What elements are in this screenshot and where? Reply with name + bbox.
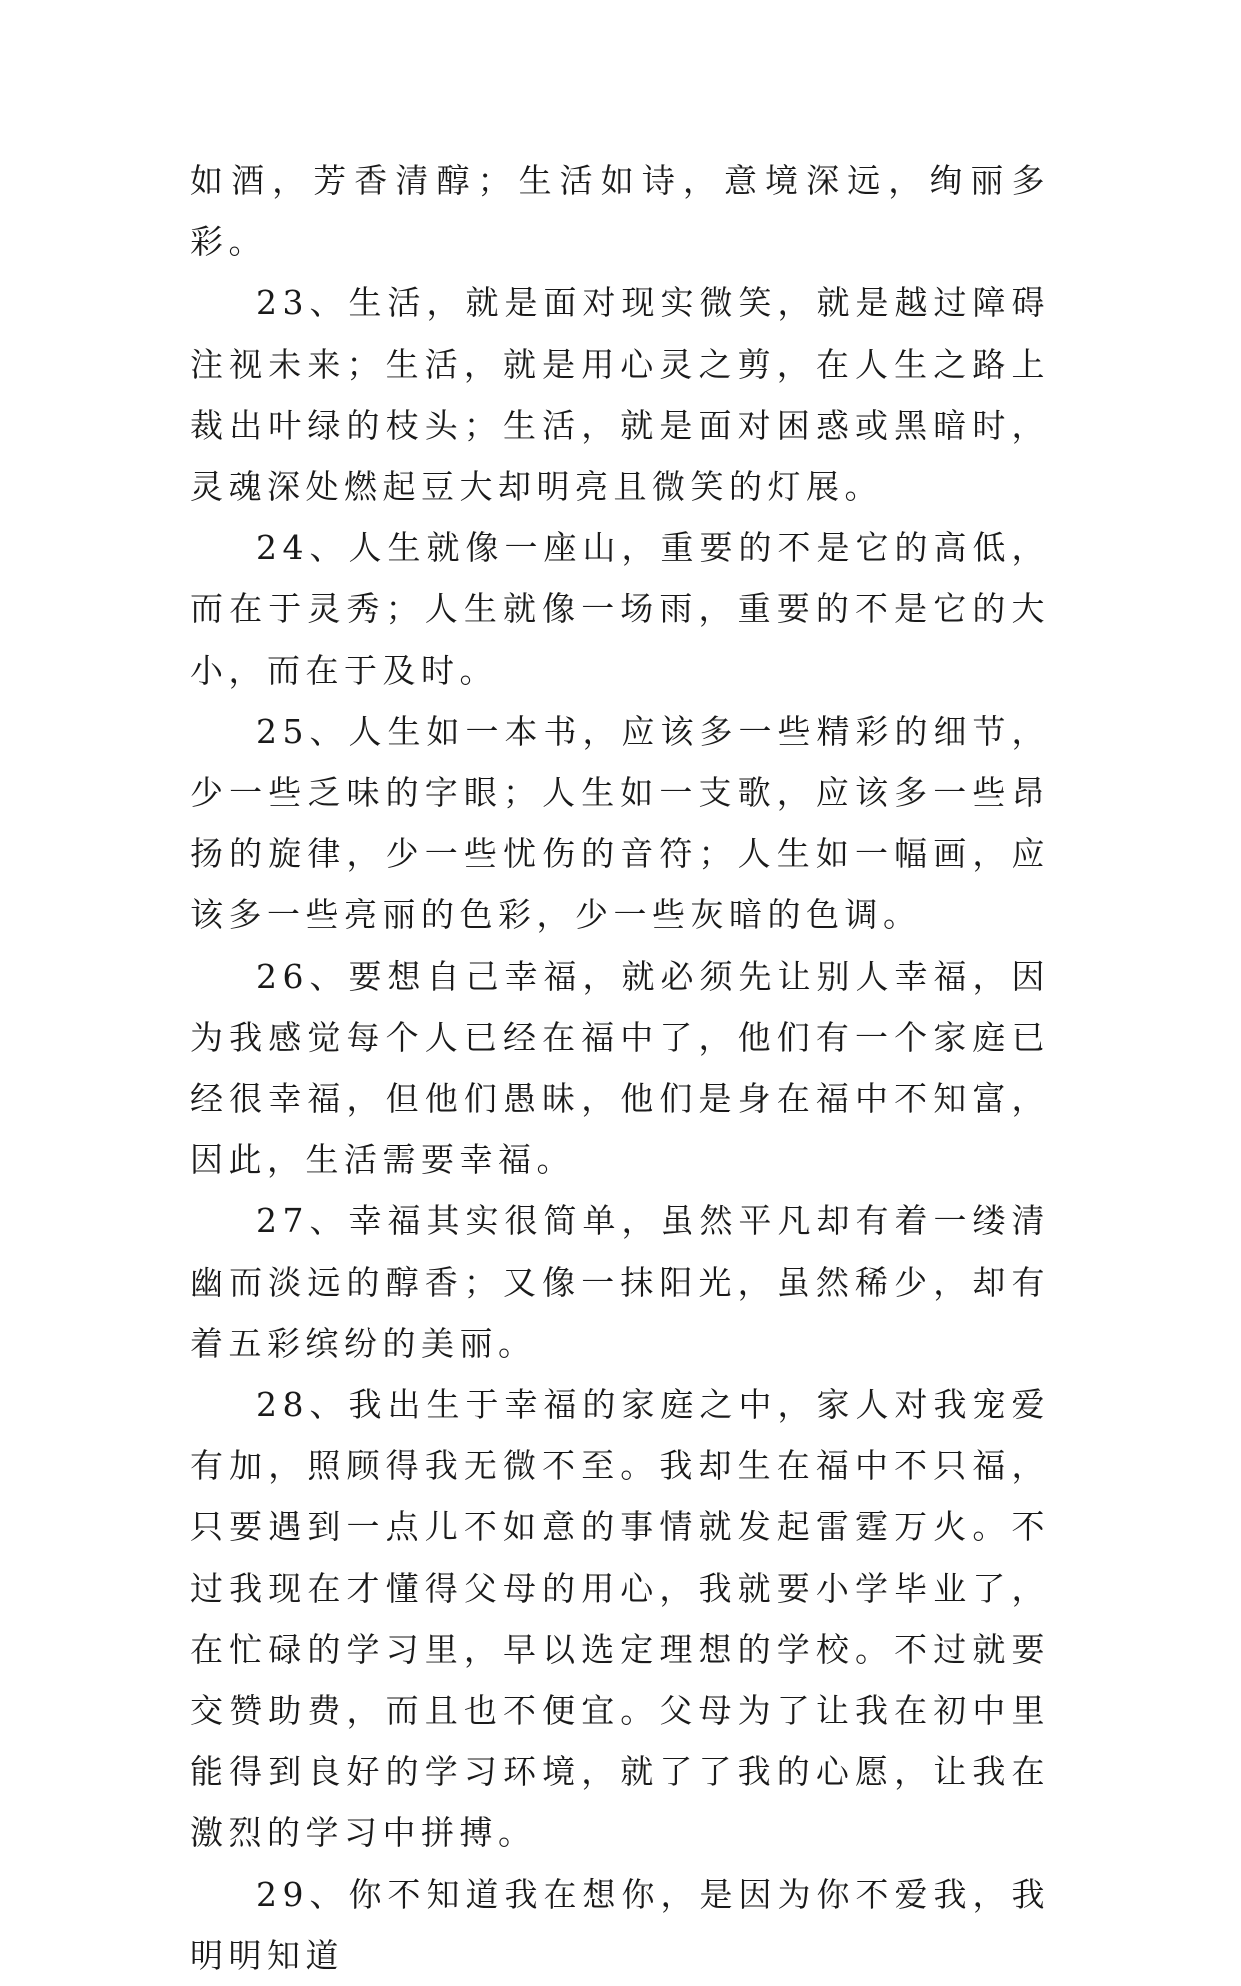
paragraph-29: 29、你不知道我在想你，是因为你不爱我，我明明知道 [190, 1874, 1050, 1975]
paragraph-23: 23、生活，就是面对现实微笑，就是越过障碍注视未来；生活，就是用心灵之剪，在人生之路上裁出叶绿的枝头；生活，就是面对困惑或黑暗时，灵魂深处燃起豆大却明亮且微笑的灯展。 [190, 283, 1050, 507]
paragraph-24: 24、人生就像一座山，重要的不是它的高低，而在于灵秀；人生就像一场雨，重要的不是它的大小，而在于及时。 [190, 528, 1050, 690]
paragraph-25: 25、人生如一本书，应该多一些精彩的细节，少一些乏味的字眼；人生如一支歌，应该多一些昂扬的旋律，少一些忧伤的音符；人生如一幅画，应该多一些亮丽的色彩，少一些灰暗的色调。 [190, 711, 1050, 935]
paragraph-26: 26、要想自己幸福，就必须先让别人幸福，因为我感觉每个人已经在福中了，他们有一个家庭已经很幸福，但他们愚昧，他们是身在福中不知富，因此，生活需要幸福。 [190, 956, 1050, 1180]
paragraph-28: 28、我出生于幸福的家庭之中，家人对我宠爱有加，照顾得我无微不至。我却生在福中不只福，只要遇到一点儿不如意的事情就发起雷霆万火。不过我现在才懂得父母的用心，我就要小学毕业了，在忙碌的学习里，早以选定理想的学校。不过就要交赞助费，而且也不便宜。父母为了让我在初中里能得到良好的学习环境，就了了我的心愿，让我在激烈的学习中拼搏。 [190, 1385, 1050, 1853]
document-body [190, 150, 1050, 1986]
paragraph-continuation: 如酒，芳香清醇；生活如诗，意境深远，绚丽多彩。 [190, 161, 1050, 262]
paragraph-27: 27、幸福其实很简单，虽然平凡却有着一缕清幽而淡远的醇香；又像一抹阳光，虽然稀少，却有着五彩缤纷的美丽。 [190, 1201, 1050, 1363]
